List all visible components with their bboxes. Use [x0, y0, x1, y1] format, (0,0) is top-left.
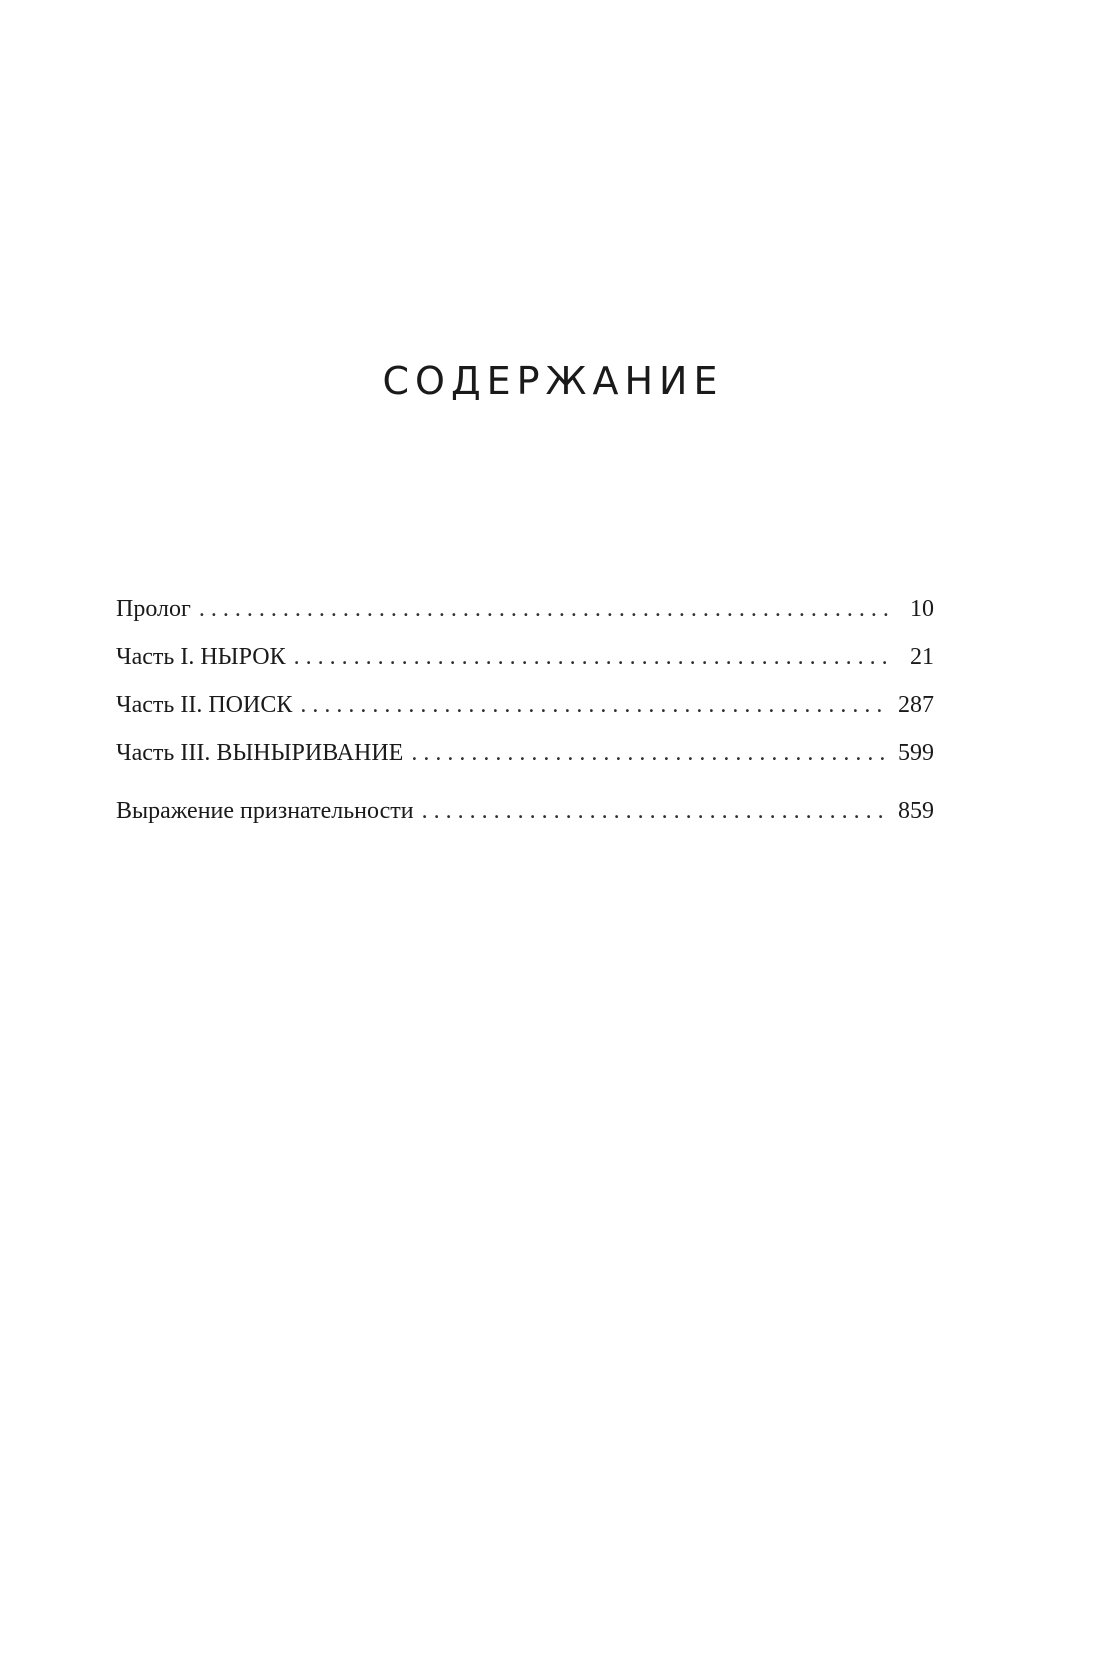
toc-entry-label: Часть I. НЫРОК [116, 644, 286, 670]
toc-entry-page: 599 [898, 740, 934, 766]
toc-entry-page: 21 [910, 644, 934, 670]
toc-entry-page: 859 [898, 798, 934, 824]
toc-entry-prologue[interactable] [116, 585, 934, 633]
toc-leader-dots [422, 787, 888, 835]
toc-leader-dots [300, 681, 888, 729]
toc-leader-dots [199, 585, 888, 633]
table-of-contents [116, 585, 934, 835]
toc-entry-part-2[interactable] [116, 681, 934, 729]
toc-entry-acknowledgements[interactable] [116, 787, 934, 835]
toc-entry-label: Пролог [116, 596, 191, 622]
toc-entry-page: 10 [910, 596, 934, 622]
toc-entry-page: 287 [898, 692, 934, 718]
page-title: СОДЕРЖАНИЕ [382, 359, 724, 403]
toc-entry-part-1[interactable] [116, 633, 934, 681]
toc-entry-label: Часть II. ПОИСК [116, 692, 293, 718]
toc-entry-label: Часть III. ВЫНЫРИВАНИЕ [116, 740, 404, 766]
toc-leader-dots [411, 729, 888, 777]
toc-entry-part-3[interactable] [116, 729, 934, 777]
toc-entry-label: Выражение признательности [116, 798, 414, 824]
toc-leader-dots [294, 633, 888, 681]
